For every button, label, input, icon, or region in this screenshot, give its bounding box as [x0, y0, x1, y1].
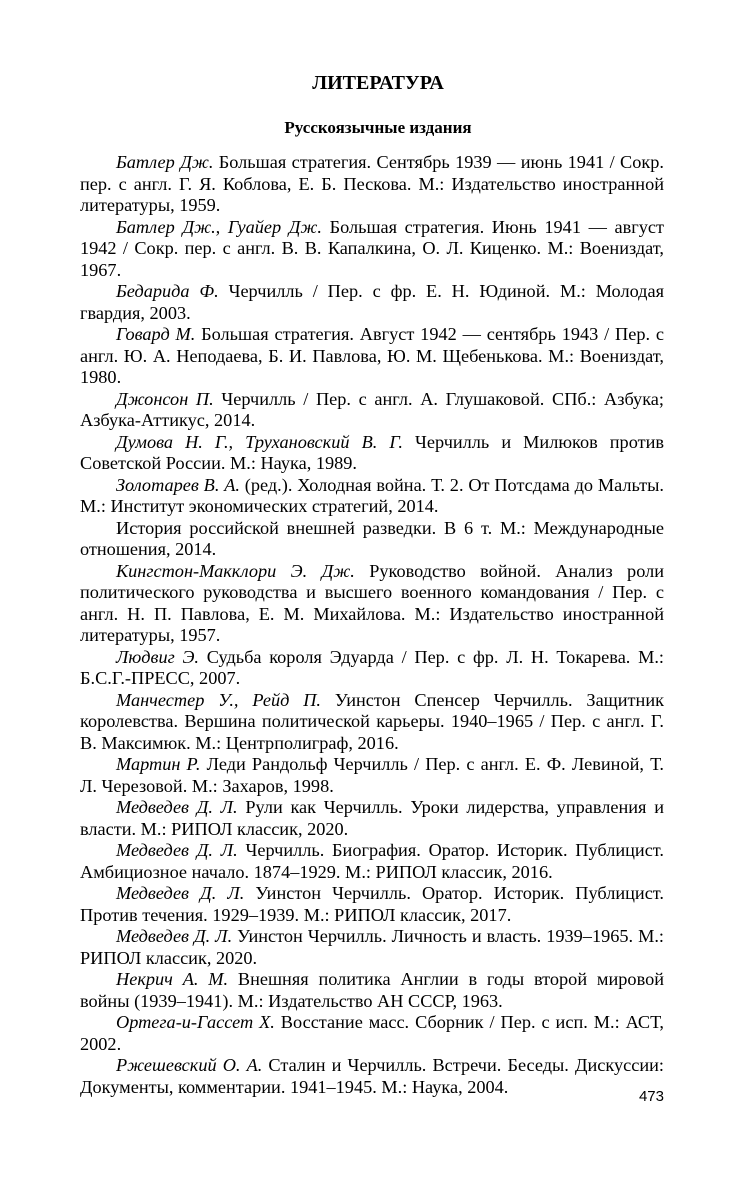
- bibliography-entry: [80, 152, 664, 217]
- entry-text: Большая стратегия. Июнь 1941 — август 1942 / Сокр. пер. с англ. В. В. Капалкина, О. Л. Киценко. М.: Воениздат, 1967.: [80, 216, 664, 280]
- entry-author: Медведев Д. Л.: [116, 797, 238, 817]
- bibliography-entry: [80, 1012, 664, 1055]
- entry-text: Судьба короля Эдуарда / Пер. с фр. Л. Н. Токарева. М.: Б.С.Г.-ПРЕСС, 2007.: [80, 646, 664, 688]
- page-number: 473: [638, 1088, 664, 1105]
- entry-author: Медведев Д. Л.: [116, 840, 238, 860]
- entry-author: Золотарев В. А.: [116, 474, 240, 495]
- bibliography-entry: [80, 1055, 664, 1098]
- bibliography-entry: [80, 797, 664, 840]
- bibliography-entry: [80, 969, 664, 1012]
- entry-text: (ред.). Холодная война. Т. 2. От Потсдама до Мальты. М.: Институт экономических стратегий, 2014.: [80, 474, 664, 516]
- entry-text: Рули как Черчилль. Уроки лидерства, управления и власти. М.: РИПОЛ классик, 2020.: [80, 797, 664, 839]
- bibliography-entry: [80, 840, 664, 883]
- entry-author: Батлер Дж., Гуайер Дж.: [116, 216, 322, 237]
- entry-author: Ржешевский О. А.: [116, 1055, 263, 1075]
- entry-text: Восстание масс. Сборник / Пер. с исп. М.: АСТ, 2002.: [80, 1012, 664, 1054]
- bibliography-entry: [80, 475, 664, 518]
- entry-author: Батлер Дж.: [116, 152, 214, 172]
- entry-author: Некрич А. М.: [116, 969, 229, 989]
- entry-text: Уинстон Черчилль. Оратор. Историк. Публицист. Против течения. 1929–1939. М.: РИПОЛ классик, 2017.: [80, 883, 664, 925]
- entry-text: Черчилль. Биография. Оратор. Историк. Публицист. Амбициозное начало. 1874–1929. М.: РИПОЛ классик, 2016.: [80, 840, 664, 882]
- section-title: Русскоязычные издания: [284, 118, 472, 137]
- entry-text: Сталин и Черчилль. Встречи. Беседы. Дискуссии: Документы, комментарии. 1941–1945. М.: Наука, 2004.: [80, 1055, 664, 1097]
- entry-author: Джонсон П.: [116, 388, 214, 409]
- entry-author: Говард М.: [116, 324, 196, 344]
- bibliography-entry: [80, 561, 664, 647]
- entry-author: Бедарида Ф.: [116, 281, 219, 301]
- page-title: ЛИТЕРАТУРА: [312, 72, 444, 94]
- bibliography-entry: [80, 926, 664, 969]
- entry-author: Мартин Р.: [116, 754, 201, 774]
- entry-author: Манчестер У., Рейд П.: [116, 689, 321, 710]
- entry-text: Леди Рандольф Черчилль / Пер. с англ. Е. Ф. Левиной, Т. Л. Черезовой. М.: Захаров, 1998.: [80, 754, 664, 796]
- entry-text: Уинстон Черчилль. Личность и власть. 1939–1965. М.: РИПОЛ классик, 2020.: [80, 926, 664, 968]
- entry-author: Ортега-и-Гассет Х.: [116, 1012, 275, 1032]
- bibliography-entry: [80, 690, 664, 755]
- bibliography-entry: [80, 324, 664, 389]
- bibliography-entry: [80, 217, 664, 282]
- bibliography-entry: [80, 281, 664, 324]
- entry-author: Людвиг Э.: [116, 646, 199, 667]
- entry-author: Медведев Д. Л.: [116, 926, 233, 946]
- entry-text: Черчилль / Пер. с англ. А. Глушаковой. СПб.: Азбука; Азбука-Аттикус, 2014.: [80, 388, 664, 430]
- entry-text: Большая стратегия. Август 1942 — сентябрь 1943 / Пер. с англ. Ю. А. Неподаева, Б. И. Павлова, Ю. М. Щебенькова. М.: Воениздат, 1980.: [80, 324, 664, 387]
- entry-text: Большая стратегия. Сентябрь 1939 — июнь 1941 / Сокр. пер. с англ. Г. Я. Коблова, Е. Б. Пескова. М.: Издательство иностранной литературы, 1959.: [80, 152, 664, 215]
- bibliography-entry: [80, 883, 664, 926]
- entry-text: Черчилль / Пер. с фр. Е. Н. Юдиной. М.: Молодая гвардия, 2003.: [80, 281, 665, 323]
- bibliography-entry: [80, 647, 664, 690]
- bibliography-entry: [80, 754, 664, 797]
- entry-author: Кингстон-Макклори Э. Дж.: [116, 560, 355, 581]
- bibliography-entry: [80, 432, 664, 475]
- entry-author: Медведев Д. Л.: [116, 883, 245, 903]
- entry-text: Внешняя политика Англии в годы второй мировой войны (1939–1941). М.: Издательство АН СССР, 1963.: [80, 969, 664, 1011]
- bibliography-entry: [80, 518, 664, 561]
- entry-author: Думова Н. Г., Трухановский В. Г.: [116, 431, 403, 452]
- bibliography-list: [80, 152, 664, 1098]
- entry-text: Черчилль и Милюков против Советской России. М.: Наука, 1989.: [80, 431, 664, 473]
- entry-text: История российской внешней разведки. В 6 т. М.: Международные отношения, 2014.: [80, 517, 664, 559]
- bibliography-entry: [80, 389, 664, 432]
- entry-text: Руководство войной. Анализ роли политического руководства и высшего военного командования / Пер. с англ. Н. П. Павлова, Е. М. Михайлова. М.: Издательство иностранной литературы, 1957.: [80, 560, 664, 645]
- entry-text: Уинстон Спенсер Черчилль. Защитник королевства. Вершина политической карьеры. 1940–1965 / Пер. с англ. Г. В. Максимюк. М.: Центрполиграф, 2016.: [80, 689, 664, 753]
